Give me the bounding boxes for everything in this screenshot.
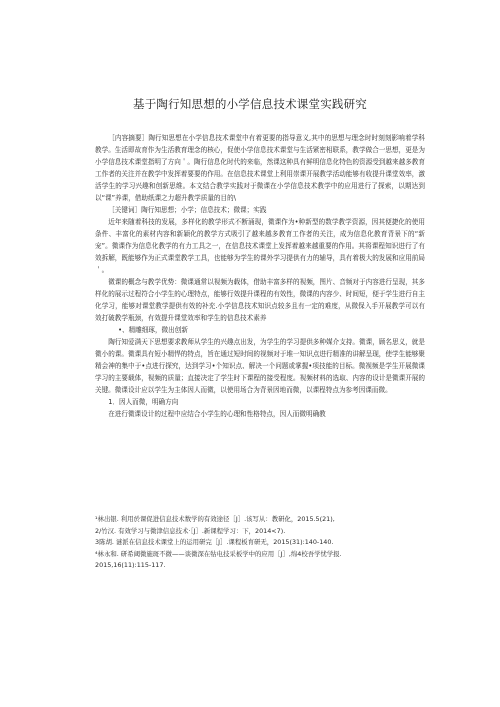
keywords-line: ［关键词］陶行知思想；小学；信息技术；微课；实践 xyxy=(108,206,267,214)
footnote: 2/竹汉. 有效学习与微津信息技术·［J］.新课程学习：下，2014<7). xyxy=(95,526,286,535)
footnotes xyxy=(95,514,425,572)
footnote: 2015,16(11):115-117. xyxy=(95,561,166,569)
abstract-paragraph: ［内容摘要］陶行知思想在小学信息技术课堂中有着更要的指导意义,其中的思想与理念时时刻刻影响着学科教学。生活即故育作为生活教育理念的核心，促使小学信息技术课堂与生活紧密相联系，教学做合一思想，更是为小学信息技术课堂指明了方向＇。陶行信息化时代的来临，然课这种具有鲜明信息化特色的资源受到越来越多教育工作者的关注并在教学中发挥着要要的作用。在信息技术课堂上利用崇课开展教学活动能够有收提升课堂效率，激活学生的学习兴趣和创新思维。本文结合教学实践对于微课在小学信息技术教学中的应用进行了探索，以期达到以“课”养课，借助纸课之力超升教学质量的目的\ xyxy=(95,134,425,202)
footnote: ⁴林永和. 研希阈微施斑不微——谈微深在牯电技采板学中的应用［J］,绵4校吾学忧学报. xyxy=(95,549,342,558)
footnote: ¹林出银. 利用於课促进信息技术数学的有效途径［J］.该写从：教研化，2015.5(21), xyxy=(95,515,335,523)
subsection-heading: 1．因人而微，明确方向 xyxy=(108,398,179,406)
body-paragraph: 微课的概念与教学优势：微课通常以视频为载体，借助丰富多样的视频，图片、音频对于内容进行呈现，其多样化的展示过程符合小学生的心理特点，能够行效提升课程的有效性，微课的内容少、时间短，便于学生进行自主化学习，能够对课堂教学提供有效的补充.小学信息技术知识点较多且有一定的难度，从微保入手开展教学可以有效打破教学瓶颈，有效提升课堂效率和学生的信息技术素养 xyxy=(95,278,425,322)
body-paragraph: 陶行知爱满天下思想要求教师从学生的兴趣点出发，为学生的学习提供多种媒介支持。微课，顾名思义，就是微小的课。微课具有短小精悍的特点，旨在通过短时间的视频对于堆一知识点进行精准的讲解呈现，使学生能够聚精会神的集中于•点进行探究，达到学习•个知识点、解决一个问题或掌握•项技能的目标。微视频是学生开展微课学习的主要载体，视频的质量；直接决定了学生时下课程的接受程度。视频材料的选取、内容的设计是微课开展的关键。微课设计应以学生为主体因人而微，以使用场合为背景因地而微，以课程特点为参考因课而微。 xyxy=(95,338,425,394)
body-paragraph: 在进行微课设计的过程中应结合小学生的心理和性格特点，因人而微明确教 xyxy=(108,410,326,418)
footnote: 3陈胡. 谜派在信息技术课堂上的运用研完［J］.课程板育研无，2015(31):140-140. xyxy=(95,538,334,546)
page-title: 基于陶行知思想的小学信息技术课堂实践研究 xyxy=(133,97,367,111)
body-paragraph: 近年来随着科技的发展，多样化的教学形式不断涌现，微课作为•种新型的数学教学资源，因其便捷化的使用条件、丰富化的素材内容和新颖化的教学方式吸引了越来越多教育工作者的关注，成为信息化教育背景下的“新宠”。微课作为信息化教学的有力工具之一，在信息技术课堂上发挥着越来越重要的作用。其将课程知识进行了有效拆解，既能够作为正式课堂教学工具，也能够为学生的课外学习提供有力的辅导，具有着极大的发展和应用前局＇。 xyxy=(95,218,425,274)
article-body xyxy=(95,132,425,420)
section-heading: •、精雕细琢，微出创新 xyxy=(118,326,188,334)
